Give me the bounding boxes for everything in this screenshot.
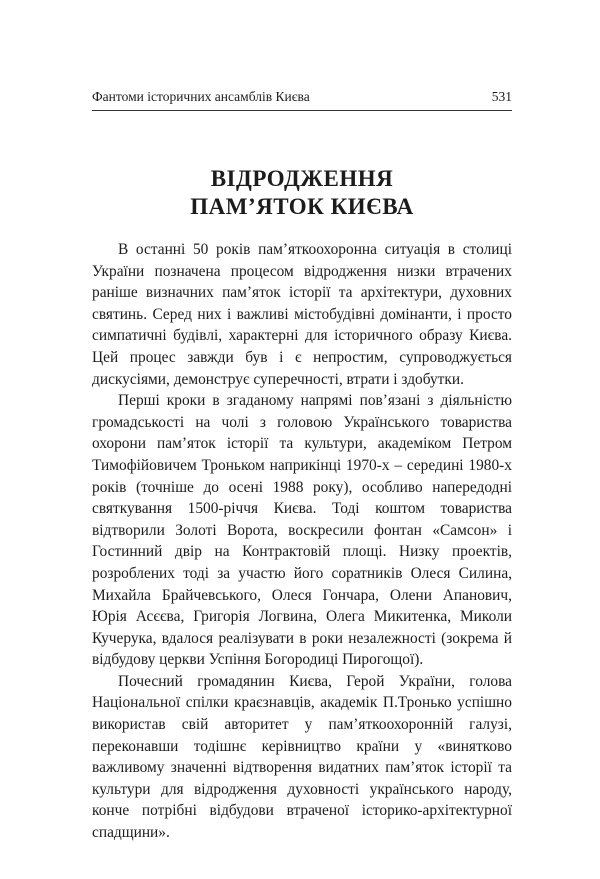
body-text: [92, 239, 512, 844]
paragraph: Почесний громадянин Києва, Герой України, голова Національної спілки краєзнавців, академік П.Тронько успішно використав свій авторитет у пам’яткоохоронній галузі, переконавши тодішнє керівництво країни у «винятково важливому значенні відтворення видатних пам’яток історії та культури для відродження духовності українського народу, конче потрібні відбудови втраченої історико-архітектурної спадщини».: [92, 672, 512, 842]
running-head: [92, 88, 512, 106]
paragraph: Перші кроки в згаданому напрямі пов’язані з діяльністю громадськості на чолі з головою Українського товариства охорони пам’яток історії та культури, академіком Петром Тимофійовичем Троньком наприкінці 1970-х – середині 1980-х років (точніше до осені 1988 року), особливо напередодні святкування 1500-річчя Києва. Тоді коштом товариства відтворили Золоті Ворота, воскресили фонтан «Самсон» і Гостинний двір на Контрактовій площі. Низку проектів, розроблених тоді за участю його соратників Олеся Силина, Михайла Брайчевського, Олеся Гончара, Олени Апанович, Юрія Асєєва, Григорія Логвина, Олега Микитенка, Миколи Кучерука, вдалося реалізувати в роки незалежності (зокрема й відбудову церкви Успіння Богородиці Пирогощої).: [92, 392, 512, 669]
header-rule: [92, 110, 512, 111]
chapter-heading: [92, 165, 512, 221]
chapter-heading-line-1: ВІДРОДЖЕННЯ: [210, 166, 394, 191]
paragraph: В останні 50 років пам’яткоохоронна ситуація в столиці України позначена процесом відродження низки втрачених раніше визначних пам’яток історії та архітектури, духовних святинь. Серед них і важливі містобудівні домінанти, і просто симпатичні будівлі, характерні для історичного образу Києва. Цей процес завжди був і є непростим, супроводжується дискусіями, демонструє суперечності, втрати і здобутки.: [92, 241, 512, 388]
page-number: 531: [491, 89, 512, 104]
chapter-heading-line-2: ПАМ’ЯТОК КИЄВА: [190, 194, 414, 219]
running-title: Фантоми історичних ансамблів Києва: [92, 89, 310, 104]
